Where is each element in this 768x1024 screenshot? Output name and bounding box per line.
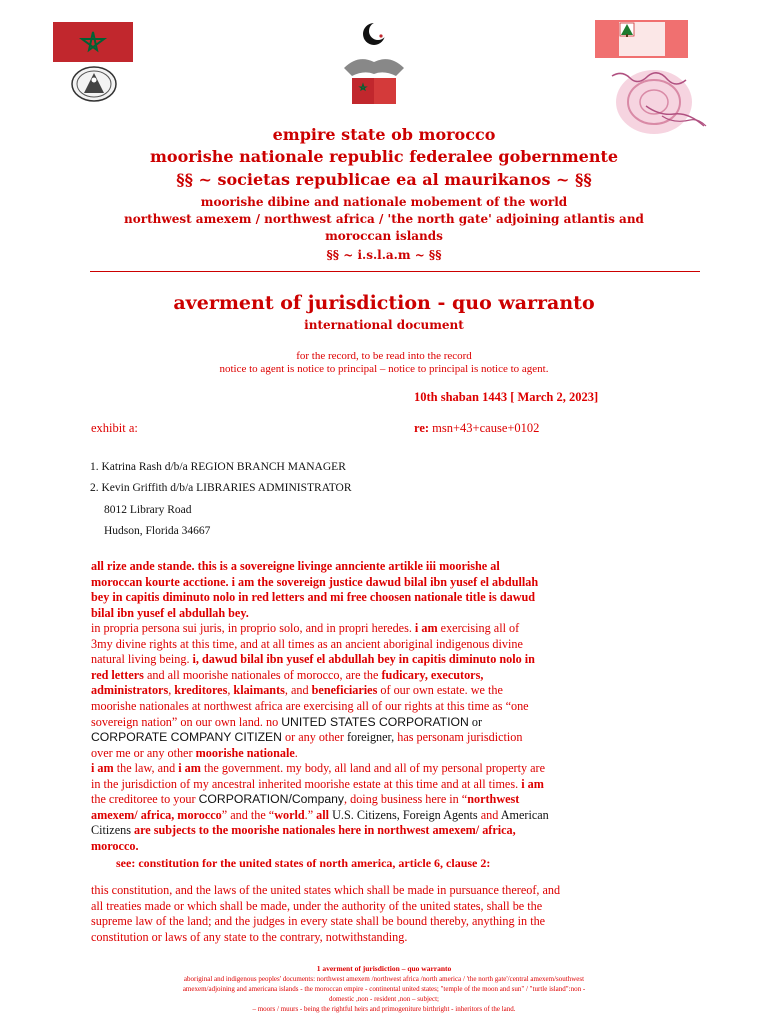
re-value: msn+43+cause+0102	[432, 421, 540, 435]
footer-line-1: aboriginal and indigenous peoples' documents: northwest amexem /northwest africa /north america / 'the north gate'/central amexem/southwest	[183, 975, 585, 983]
re-line	[414, 421, 539, 436]
address-city: Hudson, Florida 34667	[104, 525, 211, 537]
para1-line: all rize ande stande. this is a sovereigne livinge annciente artikle iii moorishe al	[91, 559, 500, 573]
document-title: averment of jurisdiction - quo warranto	[173, 292, 595, 314]
header-line-7: §§ ~ i.s.l.a.m ~ §§	[326, 248, 442, 262]
footer-title: 1 averment of jurisdiction – quo warranto	[316, 964, 452, 973]
address-street: 8012 Library Road	[104, 504, 192, 516]
constitution-quote: this constitution, and the laws of the united states which shall be made in pursuance thereof, and all treaties made or which shall be made, under the authority of the united states, shall be the supreme law of the land; and the judges in every state shall be bound thereby, anything in the constitution or laws of any state to the contrary, notwithstanding.	[91, 883, 561, 944]
see-constitution-line: see: constitution for the united states of north america, article 6, clause 2:	[116, 856, 491, 870]
paragraph-law-government: i am the law, and i am the government. my body, all land and all of my personal property are in the jurisdiction of my ancestral inherited moorishe estate at this time and at all times. i am the creditoree to your CORPORATION/Company, doing business here in “northwest amexem/ africa, morocco” and the “world.” all U.S. Citizens, Foreign Agents and American Citizens are subjects to the moorishe nationales here in northwest amexem/ africa, morocco.	[91, 761, 549, 853]
header-line-3: §§ ~ societas republicae ea al maurikanos ~ §§	[176, 170, 592, 189]
header-divider	[90, 271, 700, 272]
header-line-1: empire state ob morocco	[272, 125, 496, 144]
addressee-1: 1. Katrina Rash d/b/a REGION BRANCH MANAGER	[90, 461, 346, 473]
para1-line: bey in capitis diminuto nolo in red letters and mi free choosen nationale title is dawud	[91, 590, 536, 605]
document-subtitle: international document	[304, 318, 464, 332]
morocco-flag-icon	[53, 22, 133, 62]
notice-line-1: for the record, to be read into the record	[296, 350, 472, 362]
document-date: 10th shaban 1443 [ March 2, 2023]	[414, 390, 599, 404]
exhibit-label: exhibit a:	[91, 421, 138, 435]
header-line-4: moorishe dibine and nationale mobement of the world	[200, 195, 568, 209]
header-line-2: moorishe nationale republic federalee gobernmente	[149, 147, 619, 166]
footer-line-4: – moors / muurs - being the rightful heirs and primogeniture birthright - inheritors of the land.	[252, 1005, 516, 1013]
seal-pyramid-icon	[70, 66, 118, 102]
para1-line: bilal ibn yusef el abdullah bey.	[91, 605, 249, 620]
addressee-2: 2. Kevin Griffith d/b/a LIBRARIES ADMINISTRATOR	[90, 482, 352, 494]
notice-line-2: notice to agent is notice to principal – notice to principal is notice to agent.	[219, 363, 549, 375]
header-line-6: moroccan islands	[325, 229, 443, 243]
re-label: re:	[414, 421, 430, 435]
header-line-5: northwest amexem / northwest africa / 'the north gate' adjoining atlantis and	[124, 212, 644, 226]
crescent-handshake-icon	[336, 18, 412, 110]
paragraph-rights: in propria persona sui juris, in proprio solo, and in propri heredes. i am exercising all of 3my divine rights at this time, and at all times as an ancient aboriginal indigenous divine natural living being. i, dawud bilal ibn yusef el abdullah bey in capitis diminuto nolo in red letters and all moorishe nationales of morocco, are the fudicary, executors, administrators, kreditores, klaimants, and beneficiaries of our own estate. we the moorishe nationales at northwest africa are exercising all of our rights at this time as “one sovereign nation” on our own land. no UNITED STATES CORPORATION or CORPORATE COMPANY CITIZEN or any other foreigner, has personam jurisdiction over me or any other moorishe nationale.	[91, 621, 535, 760]
para1-line: moroccan kourte acctione. i am the sovereign justice dawud bilal ibn yusef el abdullah	[91, 574, 539, 589]
paragraph-sovereign-declaration	[91, 559, 678, 621]
pine-tree-flag-icon	[595, 20, 688, 58]
footer-line-2: amexem/adjoining and americana islands - the moroccan empire - continental united states; "temple of the moon and sun" / "turtle island":non -	[182, 985, 586, 993]
footer-line-3: domestic ,non - resident ,non – subject;	[328, 995, 440, 1003]
